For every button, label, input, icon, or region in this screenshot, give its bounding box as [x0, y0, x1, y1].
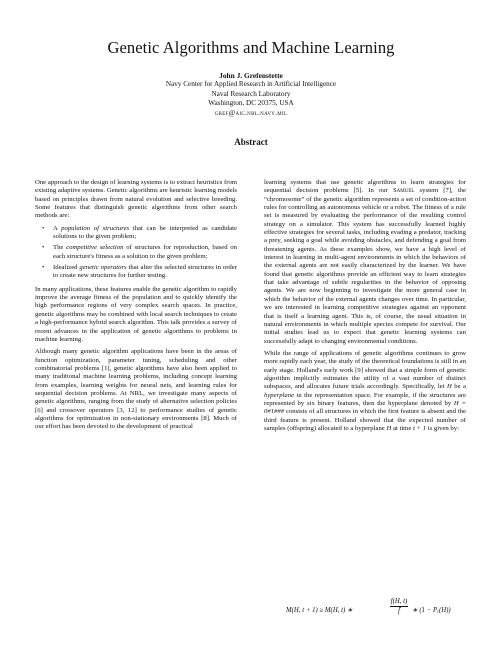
math-expression: t + 1 — [413, 424, 427, 432]
feature-item-post: that alter the selected structures in order to create new structures for further testing. — [53, 264, 237, 280]
feature-item-pre: A — [53, 224, 62, 232]
feature-item-emph: competitive selection — [66, 244, 124, 252]
feature-item — [35, 244, 237, 261]
feature-item-pre: The — [53, 244, 67, 252]
feature-item — [35, 225, 237, 242]
theory-paragraph — [264, 350, 466, 433]
samuel-system-name: Samuel — [392, 187, 415, 195]
bullet-icon: • — [42, 244, 45, 252]
feature-item — [35, 264, 237, 281]
text-run: consists of all structures in which the first feature is absent and the third feature is present. Holland showed that the expected number of samples (offspring) allocated to a hyperplane — [264, 408, 466, 432]
math-expression: H = 0#1### — [264, 399, 467, 416]
feature-item-emph: genetic operators — [79, 264, 127, 272]
applications-paragraph: In many applications, these features enable the genetic algorithm to rapidly improve the average fitness of the population and to quickly identify the high performance regions of very complex search spaces. In practice, genetic algorithms may be combined with local search techniques to create a high-performance hybrid search algorithm. This talk provides a survey of recent advances in the application of genetic algorithms to problems in machine learning. — [35, 285, 237, 343]
math-symbol: H — [447, 383, 452, 391]
equation-rhs: ∗ (1 − Pₑ(H)) — [412, 607, 451, 614]
bullet-icon: • — [42, 224, 45, 232]
feature-item-pre: Idealized — [53, 264, 80, 272]
equation-denominator: f̄ — [398, 608, 400, 615]
right-column — [264, 179, 466, 437]
feature-item-post: that can be interpreted as candidate solutions to the given problem; — [53, 224, 237, 241]
emphasized-term: hyperplane — [264, 391, 295, 399]
abstract-heading: Abstract — [234, 137, 268, 147]
author-name: John J. Grefenstette — [219, 71, 283, 80]
feature-item-post: of structures for reproduction, based on each structure's fitness as a solution to the given problem; — [53, 244, 237, 260]
text-run: at time — [391, 424, 414, 432]
equation-numerator: f(H, t) — [390, 598, 408, 605]
feature-item-emph: population of structures — [61, 224, 130, 232]
equation-fraction — [390, 598, 408, 615]
schema-equation — [264, 597, 466, 623]
text-run: learning systems that use genetic algorithms to learn strategies for sequential decision problems [5]. In our — [264, 179, 466, 195]
text-run: in the representation space. For example, if the structures are represented by six binary features, then the hyperplane denoted by — [264, 391, 466, 407]
affiliation-line: Navy Center for Applied Research in Artificial Intelligence — [165, 80, 337, 89]
left-column — [35, 179, 237, 436]
affiliation-line: Naval Research Laboratory — [211, 89, 291, 98]
fraction-bar — [390, 606, 408, 607]
samuel-paragraph — [264, 179, 466, 346]
text-run: While the range of applications of genetic algorithms continues to grow more rapidly each year, the study of the theoretical foundations is still in an early stage. Holland's early work [9] showed that a simple form of genetic algorithm implicitly estimates the utility of a vast number of distinct subspaces, and allocates future trials accordingly. Specifically, let — [264, 349, 466, 391]
intro-paragraph: One approach to the design of learning systems is to extract heuristics from existing adaptive systems. Genetic algorithms are heuristic learning models based on principles drawn from natural evolution and selective breeding. Some features that distinguish genetic algorithms from other search methods are: — [35, 179, 237, 220]
text-run: is given by: — [426, 424, 459, 432]
text-run: system [7], the “chromosome” of the genetic algorithm represents a set of condition-action rules for controlling an autonomous vehicle or a robot. The fitness of a rule set is measured by evaluating the performance of the resulting control strategy on a simulator. This system has successfully learned highly effective strategies for several tasks, including evading a predator, tracking a prey, seeking a goal while avoiding obstacles, and defending a goal from threatening agents. As these examples show, we have a high level of interest in learning in multi-agent environments in which the behaviors of the external agents are not easily characterized by the learner. We have found that genetic algorithms provide an efficient way to learn strategies that take advantage of subtle regularities in the behavior of opposing agents. We are now beginning to investigate the more general case in which the behavior of the external agents changes over time. In particular, we are interested in learning competitive strategies against an opponent that is itself a learning agent. This is, of course, the usual situation in natural environments in which multiple species compete for survival. Our initial studies lead us to expect that genetic learning systems can successfully adapt to changing environmental conditions. — [264, 187, 466, 345]
affiliation-line: Washington, DC 20375, USA — [208, 99, 294, 108]
paper-title: Genetic Algorithms and Machine Learning — [107, 38, 395, 57]
feature-list — [35, 225, 237, 281]
equation-lhs: M(H, t + 1) ≥ M(H, t) ∗ — [286, 607, 353, 614]
author-email: gref@aic.nrl.navy.mil — [214, 108, 288, 117]
bullet-icon: • — [42, 264, 45, 272]
author-block — [0, 71, 502, 118]
text-run: be a — [451, 383, 467, 391]
math-symbol: H — [386, 424, 392, 432]
nrl-paragraph: Although many genetic algorithm applications have been in the areas of function optimization, parameter tuning, scheduling and other combinatorial problems [1], genetic algorithms have also been applied to many traditional machine learning problems, including concept learning from examples, learning weights for neural nets, and learning rules for sequential decision problems. At NRL, we investigate many aspects of genetic algorithms, ranging from the study of alternative selection policies [6] and crossover operators [3, 12] to performance studies of genetic algorithms for optimization in non-stationary environments [8]. Much of our effort has been devoted to the development of practical — [35, 348, 237, 431]
